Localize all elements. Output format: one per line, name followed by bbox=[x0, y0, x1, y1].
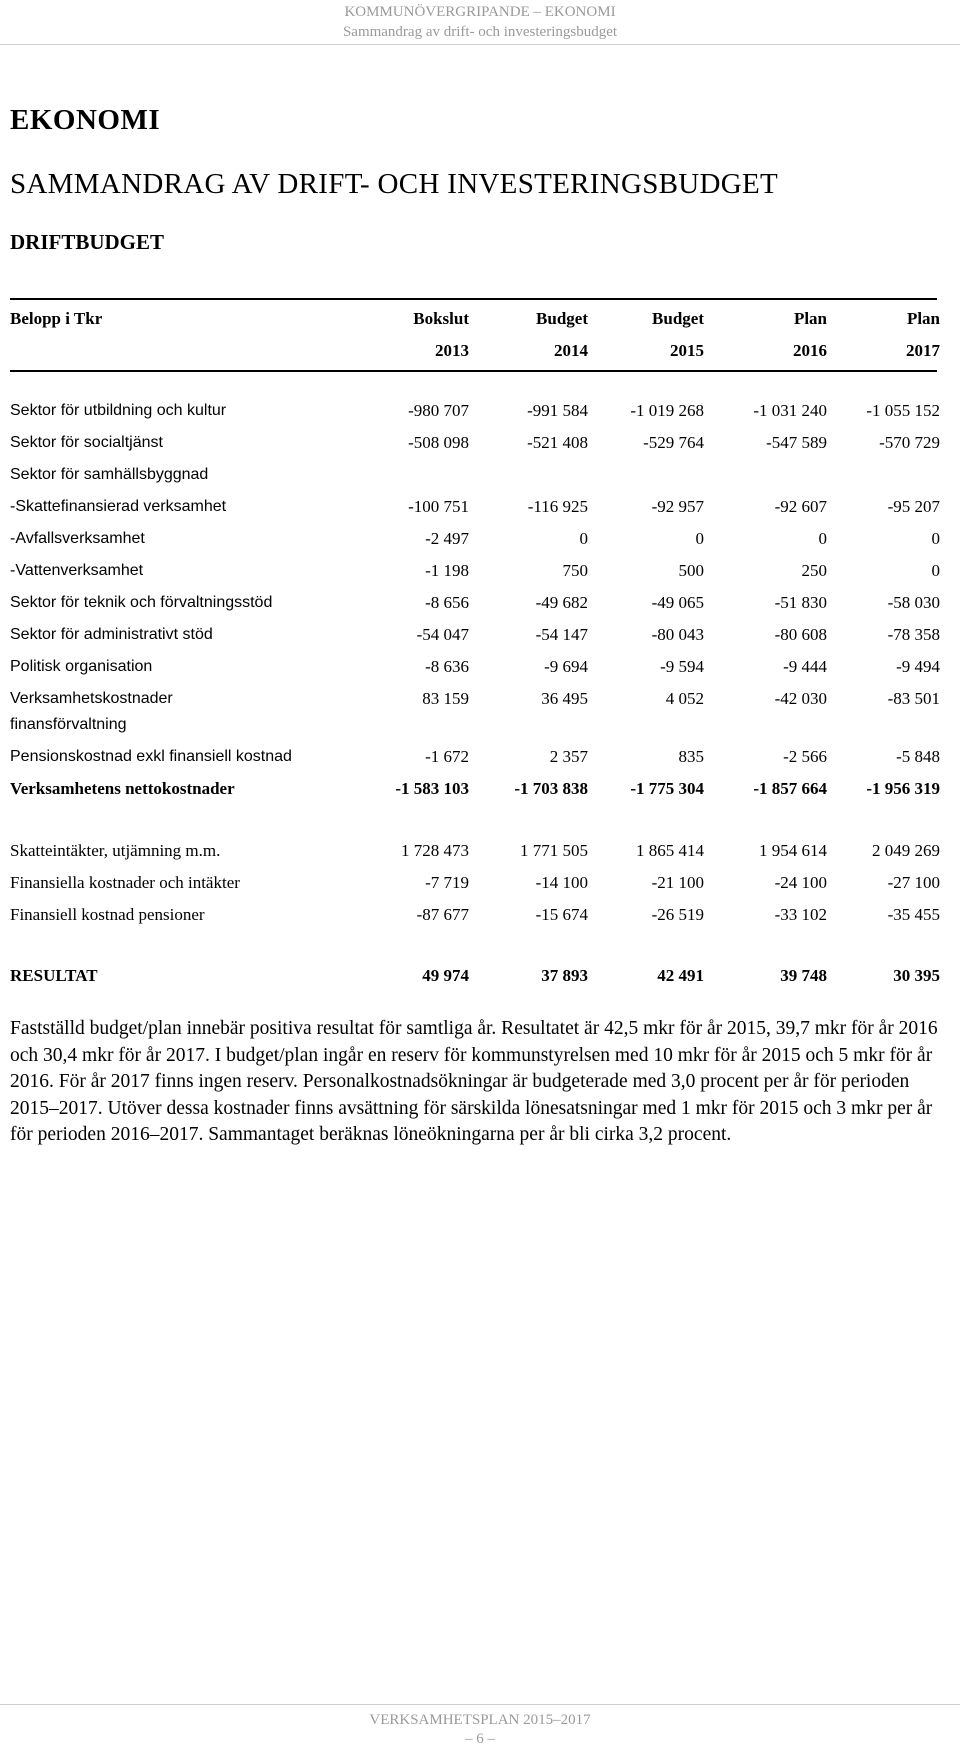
table-cell: -9 694 bbox=[544, 657, 588, 676]
table-cell: -8 636 bbox=[425, 657, 469, 676]
table-row bbox=[0, 744, 960, 770]
row-label: Finansiell kostnad pensioner bbox=[10, 905, 205, 924]
table-cell: -2 497 bbox=[425, 529, 469, 548]
table-cell: -80 043 bbox=[651, 625, 704, 644]
table-cell: 750 bbox=[562, 561, 588, 580]
table-cell: 0 bbox=[931, 561, 940, 580]
footer-line-1: VERKSAMHETSPLAN 2015–2017 bbox=[369, 1712, 591, 1728]
table-row bbox=[0, 963, 960, 989]
row-label: Skatteintäkter, utjämning m.m. bbox=[10, 841, 221, 860]
table-cell: -5 848 bbox=[896, 747, 940, 766]
table-row bbox=[0, 558, 960, 584]
table-cell: -21 100 bbox=[651, 873, 704, 892]
section-heading: DRIFTBUDGET bbox=[10, 230, 165, 254]
table-row bbox=[0, 712, 960, 738]
table-cell: -42 030 bbox=[774, 689, 827, 708]
row-label: Verksamhetens nettokostnader bbox=[10, 779, 235, 798]
table-top-rule bbox=[10, 298, 937, 300]
table-cell: -9 444 bbox=[783, 657, 827, 676]
table-cell: -1 031 240 bbox=[753, 401, 827, 420]
table-cell: -570 729 bbox=[879, 433, 940, 452]
table-cell: -95 207 bbox=[887, 497, 940, 516]
column-year: 2017 bbox=[906, 341, 940, 360]
table-cell: -1 956 319 bbox=[866, 779, 940, 798]
table-cell: -54 047 bbox=[416, 625, 469, 644]
table-cell: -1 775 304 bbox=[630, 779, 704, 798]
table-cell: 250 bbox=[801, 561, 827, 580]
row-label: Sektor för teknik och förvaltningsstöd bbox=[10, 594, 273, 611]
table-cell: 4 052 bbox=[665, 689, 704, 708]
table-row bbox=[0, 622, 960, 648]
table-row bbox=[0, 590, 960, 616]
table-header-rule bbox=[10, 370, 937, 372]
header-line-1: KOMMUNÖVERGRIPANDE – EKONOMI bbox=[344, 4, 616, 20]
table-header-year-row bbox=[0, 338, 960, 364]
table-cell: -58 030 bbox=[887, 593, 940, 612]
table-cell: 30 395 bbox=[893, 966, 940, 985]
table-cell: -9 494 bbox=[896, 657, 940, 676]
table-cell: -87 677 bbox=[416, 905, 469, 924]
table-cell: -1 198 bbox=[425, 561, 469, 580]
row-label: RESULTAT bbox=[10, 966, 98, 985]
budget-commentary: Fastställd budget/plan innebär positiva resultat för samtliga år. Resultatet är 42,5 mkr för år 2015, 39,7 mkr för år 2016 och 30,4 mkr för år 2017. I budget/plan ingår en reserv för kommunstyrelsen med 10 mkr för år 2015 och 5 mkr för år 2016. För år 2017 finns ingen reserv. Personalkostnadsökningar är budgeterade med 3,0 procent per år för perioden 2015–2017. Utöver dessa kostnader finns avsättning för särskilda lönesatsningar med 1 mkr för 2015 och 3 mkr per år för perioden 2016–2017. Sammantaget beräknas löneökningarna per år bli cirka 3,2 procent. bbox=[10, 1018, 938, 1146]
table-cell: -1 672 bbox=[425, 747, 469, 766]
table-cell: -1 019 268 bbox=[630, 401, 704, 420]
table-row bbox=[0, 526, 960, 552]
row-label: Finansiella kostnader och intäkter bbox=[10, 873, 240, 892]
table-cell: -51 830 bbox=[774, 593, 827, 612]
table-cell: -8 656 bbox=[425, 593, 469, 612]
row-label: -Vattenverksamhet bbox=[10, 562, 144, 579]
row-label: Verksamhetskostnader bbox=[10, 690, 173, 707]
table-cell: -7 719 bbox=[425, 873, 469, 892]
table-cell: -78 358 bbox=[887, 625, 940, 644]
table-cell: 0 bbox=[931, 529, 940, 548]
column-header: Budget bbox=[536, 309, 588, 328]
table-cell: -54 147 bbox=[535, 625, 588, 644]
column-year: 2015 bbox=[670, 341, 704, 360]
table-cell: 835 bbox=[678, 747, 704, 766]
table-cell: 0 bbox=[818, 529, 827, 548]
table-cell: 1 954 614 bbox=[759, 841, 827, 860]
table-cell: -33 102 bbox=[774, 905, 827, 924]
table-cell: -14 100 bbox=[535, 873, 588, 892]
table-row bbox=[0, 494, 960, 520]
table-cell: -92 957 bbox=[651, 497, 704, 516]
page-title: EKONOMI bbox=[10, 104, 161, 136]
table-cell: -15 674 bbox=[535, 905, 588, 924]
footer-page-number: – 6 – bbox=[465, 1731, 495, 1747]
table-cell: -26 519 bbox=[651, 905, 704, 924]
row-label: Sektor för socialtjänst bbox=[10, 434, 163, 451]
header-line-2: Sammandrag av drift- och investeringsbudget bbox=[342, 24, 618, 40]
column-header: Budget bbox=[652, 309, 704, 328]
table-cell: -991 584 bbox=[527, 401, 588, 420]
table-cell: 2 357 bbox=[549, 747, 588, 766]
page-header bbox=[0, 2, 960, 42]
column-year: 2013 bbox=[435, 341, 469, 360]
table-cell: 0 bbox=[579, 529, 588, 548]
table-cell: -980 707 bbox=[408, 401, 469, 420]
table-cell: 0 bbox=[695, 529, 704, 548]
column-header: Plan bbox=[793, 309, 827, 328]
table-cell: -27 100 bbox=[887, 873, 940, 892]
table-cell: -521 408 bbox=[527, 433, 588, 452]
table-cell: -1 583 103 bbox=[395, 779, 469, 798]
row-label: Politisk organisation bbox=[10, 658, 153, 675]
column-header: Bokslut bbox=[413, 309, 469, 328]
column-header: Plan bbox=[906, 309, 940, 328]
table-header-row bbox=[0, 306, 960, 332]
table-cell: -508 098 bbox=[408, 433, 469, 452]
table-cell: -35 455 bbox=[887, 905, 940, 924]
table-cell: 83 159 bbox=[422, 689, 469, 708]
row-label: finansförvaltning bbox=[10, 716, 127, 733]
table-row bbox=[0, 870, 960, 896]
column-year: 2014 bbox=[554, 341, 588, 360]
table-cell: -80 608 bbox=[774, 625, 827, 644]
table-cell: -529 764 bbox=[643, 433, 704, 452]
page-subtitle: SAMMANDRAG AV DRIFT- OCH INVESTERINGSBUDGET bbox=[10, 168, 779, 200]
row-label: -Skattefinansierad verksamhet bbox=[10, 498, 227, 515]
row-label: Sektor för administrativt stöd bbox=[10, 626, 213, 643]
table-row bbox=[0, 776, 960, 802]
row-label: Sektor för utbildning och kultur bbox=[10, 402, 227, 419]
table-cell: 1 771 505 bbox=[520, 841, 588, 860]
table-cell: 36 495 bbox=[541, 689, 588, 708]
table-cell: -1 703 838 bbox=[514, 779, 588, 798]
table-cell: -100 751 bbox=[408, 497, 469, 516]
table-row bbox=[0, 654, 960, 680]
column-header-label: Belopp i Tkr bbox=[10, 309, 103, 328]
table-cell: -24 100 bbox=[774, 873, 827, 892]
table-cell: 1 728 473 bbox=[401, 841, 469, 860]
page-footer bbox=[0, 1711, 960, 1749]
table-cell: -83 501 bbox=[887, 689, 940, 708]
row-label: Pensionskostnad exkl finansiell kostnad bbox=[10, 748, 292, 765]
footer-divider bbox=[0, 1704, 960, 1705]
table-cell: -116 925 bbox=[527, 497, 588, 516]
table-cell: -49 065 bbox=[651, 593, 704, 612]
table-cell: -92 607 bbox=[774, 497, 827, 516]
table-cell: 500 bbox=[678, 561, 704, 580]
row-label: -Avfallsverksamhet bbox=[10, 530, 145, 547]
table-cell: 49 974 bbox=[422, 966, 469, 985]
table-cell: -49 682 bbox=[535, 593, 588, 612]
row-label: Sektor för samhällsbyggnad bbox=[10, 466, 209, 483]
table-row bbox=[0, 462, 960, 488]
table-cell: -547 589 bbox=[766, 433, 827, 452]
table-cell: 39 748 bbox=[780, 966, 827, 985]
table-cell: 2 049 269 bbox=[872, 841, 940, 860]
table-cell: -1 857 664 bbox=[753, 779, 827, 798]
table-cell: 1 865 414 bbox=[636, 841, 704, 860]
table-cell: 42 491 bbox=[657, 966, 704, 985]
column-year: 2016 bbox=[793, 341, 827, 360]
table-cell: -1 055 152 bbox=[866, 401, 940, 420]
table-row bbox=[0, 398, 960, 424]
table-cell: -9 594 bbox=[660, 657, 704, 676]
table-row bbox=[0, 430, 960, 456]
table-cell: -2 566 bbox=[783, 747, 827, 766]
table-row bbox=[0, 838, 960, 864]
table-row bbox=[0, 902, 960, 928]
table-row bbox=[0, 686, 960, 712]
table-cell: 37 893 bbox=[541, 966, 588, 985]
header-divider bbox=[0, 44, 960, 45]
